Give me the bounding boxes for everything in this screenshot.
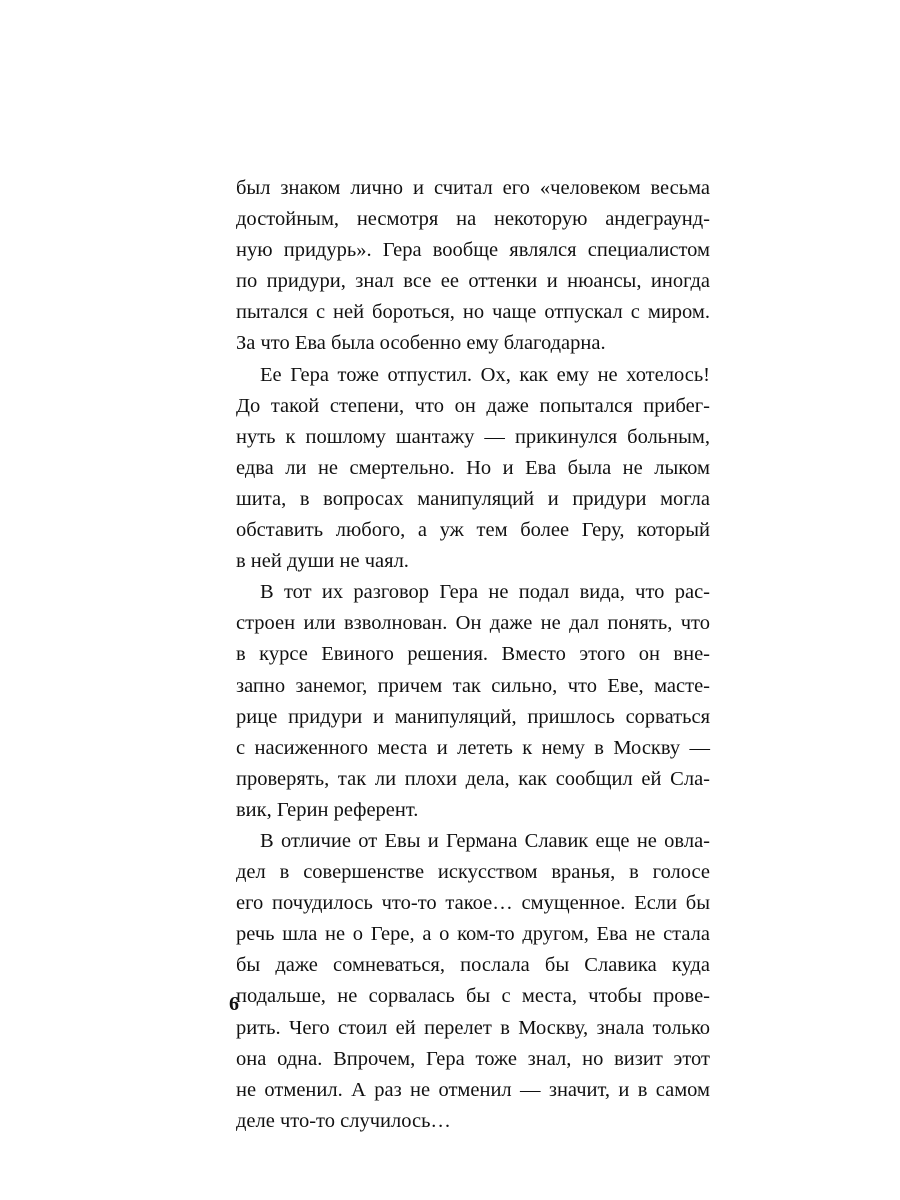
text-line: дел в совершенстве искусством вранья, в голосе	[236, 861, 710, 884]
text-line: был знаком лично и считал его «человеком весьма	[236, 177, 710, 199]
body-text	[236, 173, 710, 1137]
text-line: В тот их разговор Гера не подал вида, что рас-	[260, 581, 710, 604]
page-number: 6	[229, 993, 239, 1015]
text-line: в ней души не чаял.	[236, 550, 409, 573]
text-line: За что Ева была особенно ему благодарна.	[236, 332, 606, 355]
text-line: бы даже сомневаться, послала бы Славика куда	[236, 954, 710, 977]
text-line: нуть к пошлому шантажу — прикинулся больным,	[236, 425, 710, 448]
text-line: До такой степени, что он даже попытался прибег-	[236, 394, 710, 417]
text-line: строен или взволнован. Он даже не дал понять, что	[236, 612, 710, 635]
text-line: рице придури и манипуляций, пришлось сорваться	[236, 705, 710, 728]
text-line: его почудилось что-то такое… смущенное. Если бы	[236, 892, 710, 915]
text-line: подальше, не сорвалась бы с места, чтобы прове-	[236, 985, 710, 1008]
text-line: деле что-то случилось…	[236, 1109, 451, 1132]
text-line: с насиженного места и лететь к нему в Москву —	[236, 736, 710, 759]
text-line: ную придурь». Гера вообще являлся специалистом	[236, 239, 710, 262]
text-line: едва ли не смертельно. Но и Ева была не лыком	[236, 456, 710, 479]
text-line: проверять, так ли плохи дела, как сообщил ей Сла-	[236, 767, 710, 790]
text-line: рить. Чего стоил ей перелет в Москву, знала только	[236, 1016, 710, 1039]
text-line: она одна. Впрочем, Гера тоже знал, но визит этот	[236, 1047, 710, 1070]
text-line: в курсе Евиного решения. Вместо этого он вне-	[236, 643, 710, 666]
text-line: пытался с ней бороться, но чаще отпускал с миром.	[236, 301, 710, 324]
text-line: достойным, несмотря на некоторую андеграунд-	[236, 208, 710, 231]
text-line: В отличие от Евы и Германа Славик еще не овла-	[260, 829, 710, 852]
text-line: по придури, знал все ее оттенки и нюансы, иногда	[236, 270, 710, 293]
text-line: обставить любого, а уж тем более Геру, который	[236, 519, 710, 542]
text-line: шита, в вопросах манипуляций и придури могла	[236, 487, 710, 510]
text-line: не отменил. А раз не отменил — значит, и в самом	[236, 1078, 710, 1101]
text-line: Ее Гера тоже отпустил. Ох, как ему не хотелось!	[260, 363, 710, 386]
text-line: вик, Герин референт.	[236, 798, 419, 821]
text-line: речь шла не о Гере, а о ком-то другом, Ева не стала	[236, 923, 710, 946]
text-line: запно занемог, причем так сильно, что Еве, масте-	[236, 674, 710, 697]
